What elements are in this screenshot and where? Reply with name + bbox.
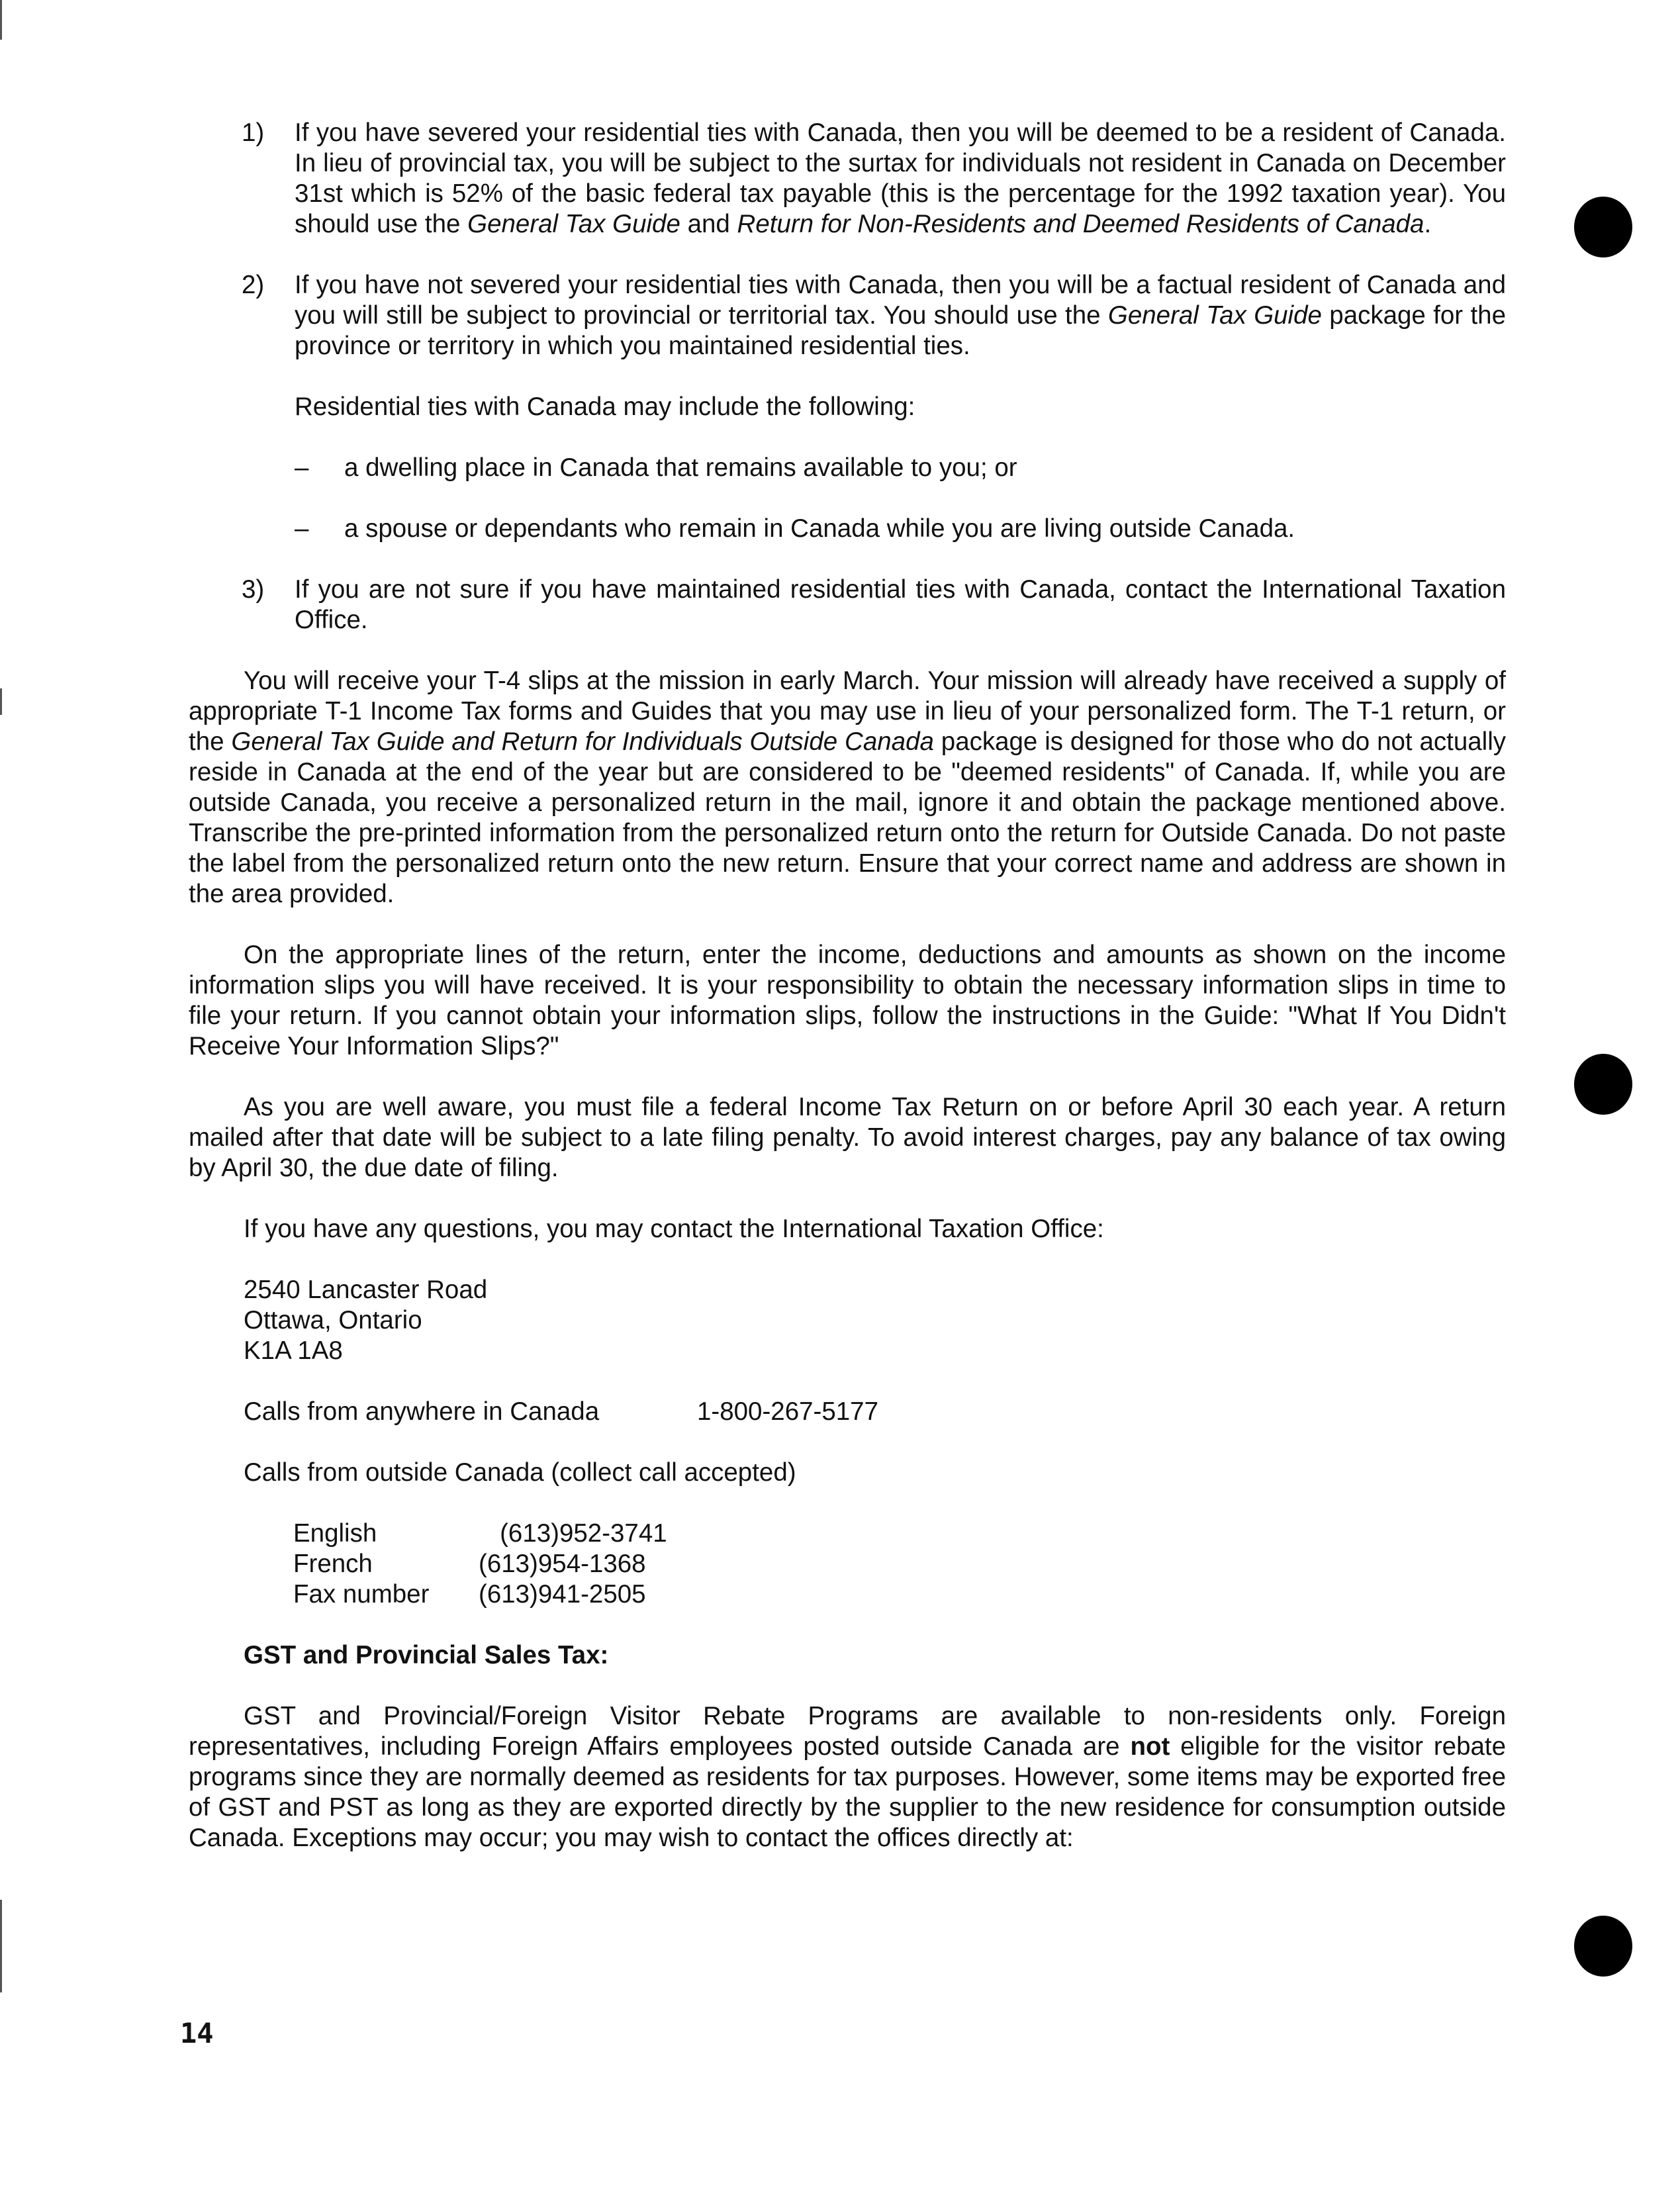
document-body [189,118,1506,1884]
list-text: If you have severed your residential ties with Canada, then you will be deemed to be a resident of Canada. In lieu of provincial tax, you will be subject to the surtax for individuals not resident in Canada on December 31st which is 52% of the basic federal tax payable (this is the percentage for the 1992 taxation year). You should use the [295,118,1506,238]
emphasis-text: General Tax Guide and Return for Individuals Outside Canada [231,727,934,756]
gst-heading: GST and Provincial Sales Tax: [244,1641,609,1669]
bold-text: not [1130,1732,1170,1761]
paragraph-t4-slips [189,666,1506,910]
calls-canada-row [189,1397,1506,1427]
punch-hole-top [1574,197,1632,257]
office-address [189,1275,1506,1366]
paragraph-filing-deadline: As you are well aware, you must file a federal Income Tax Return on or before April 30 each year. A return mailed after that date will be subject to a late filing penalty. To avoid interest charges, pay any balance of tax owing by April 30, the due date of filing. [189,1093,1506,1182]
address-line: Ottawa, Ontario [244,1306,422,1334]
calls-canada-label: Calls from anywhere in Canada [244,1397,600,1426]
scan-edge-line [0,688,2,715]
emphasis-text: General Tax Guide [467,210,680,238]
dash-marker: – [295,453,309,482]
address-line: K1A 1A8 [244,1336,343,1365]
contact-number: (613)941-2505 [479,1580,646,1609]
calls-outside-label: Calls from outside Canada (collect call accepted) [244,1458,796,1487]
list-item-1 [189,118,1506,240]
paragraph-text: You will receive your T-4 slips at the mission in early March. Your mission will already have received a supply of appropriate T-1 Income Tax forms and Guides that you may use in lieu of your personalized form. The T-1 return, or the [189,667,1506,756]
ties-text: a dwelling place in Canada that remains available to you; or [344,453,1017,482]
contact-row-fax [293,1579,1506,1610]
contact-label: French [293,1550,373,1578]
contact-label: Fax number [293,1580,430,1609]
page-number: 14 [180,2017,214,2049]
contact-row-english [293,1518,1506,1549]
ties-text: a spouse or dependants who remain in Canada while you are living outside Canada. [344,514,1295,543]
list-number: 2) [242,271,265,299]
paragraph-text: package is designed for those who do not actually reside in Canada at the end of the year but are considered to be "deemed residents" of Canada. If, while you are outside Canada, you receive a personalized return in the mail, ignore it and obtain the package mentioned above. Transcribe the pre-printed information from the personalized return onto the return for Outside Canada. Do not paste the label from the personalized return onto the new return. Ensure that your correct name and address are shown in the area provided. [189,727,1507,908]
list-text: . [1424,210,1432,238]
punch-hole-bottom [1574,1916,1632,1977]
list-item-2 [189,270,1506,361]
dash-marker: – [295,514,309,543]
contact-number: (613)954-1368 [479,1550,646,1578]
emphasis-text: General Tax Guide [1107,301,1322,330]
list-item-3 [189,575,1506,635]
ties-item-1 [189,453,1506,483]
paragraph-return-lines: On the appropriate lines of the return, enter the income, deductions and amounts as shown on the income information slips you will have received. It is your responsibility to obtain the necessary information slips in time to file your return. If you cannot obtain your information slips, follow the instructions in the Guide: "What If You Didn't Receive Your Information Slips?" [189,941,1506,1060]
scan-edge-line [0,0,2,40]
list-text: If you are not sure if you have maintained residential ties with Canada, contact the International Taxation Office. [295,575,1506,634]
emphasis-text: Return for Non-Residents and Deemed Residents of Canada [737,210,1424,238]
contact-numbers [189,1518,1506,1610]
paragraph-text: eligible for the visitor rebate programs since they are normally deemed as residents for tax purposes. However, some items may be exported free of GST and PST as long as they are exported directly by the supplier to the new residence for consumption outside Canada. Exceptions may occur; you may wish to contact the offices directly at: [189,1732,1507,1852]
calls-canada-number: 1-800-267-5177 [697,1397,878,1426]
paragraph-text: GST and Provincial/Foreign Visitor Rebate Programs are available to non-residents only. Foreign representatives, including Foreign Affairs employees posted outside Canada are [189,1702,1506,1761]
scan-edge-line [0,1900,2,1992]
contact-label: English [293,1519,377,1548]
paragraph-gst [189,1701,1506,1853]
contact-row-french [293,1549,1506,1579]
contact-number: (613)952-3741 [479,1519,667,1548]
ties-intro: Residential ties with Canada may include the following: [295,393,915,421]
list-text: If you have not severed your residential ties with Canada, then you will be a factual resident of Canada and you will still be subject to provincial or territorial tax. You should use the [295,271,1506,330]
paragraph-questions: If you have any questions, you may contact the International Taxation Office: [244,1215,1104,1243]
list-number: 3) [242,575,265,604]
address-line: 2540 Lancaster Road [244,1276,488,1304]
list-text: and [680,210,737,238]
punch-hole-middle [1574,1054,1632,1115]
ties-item-2 [189,514,1506,544]
list-text: package for the province or territory in which you maintained residential ties. [295,301,1506,360]
list-number: 1) [242,118,265,147]
